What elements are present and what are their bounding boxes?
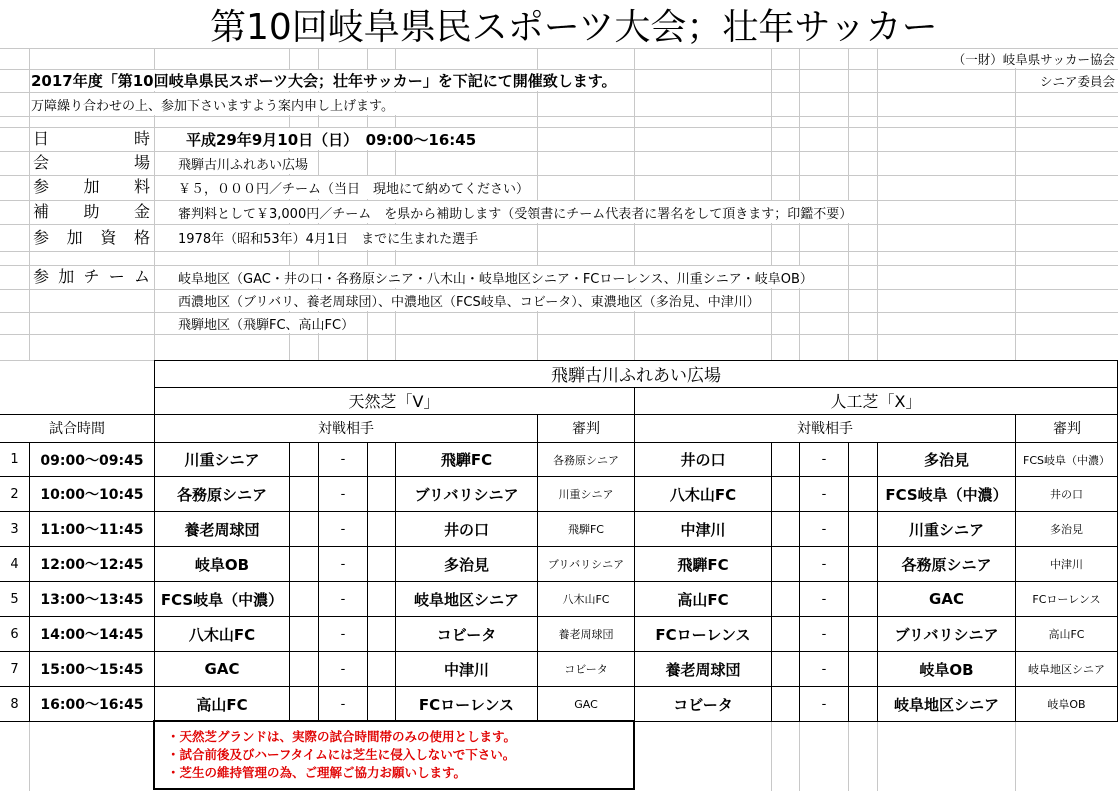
versus-dash: -: [821, 696, 827, 712]
organizer-name: （一財）岐阜県サッカー協会: [953, 49, 1115, 68]
grid-line: [771, 442, 772, 721]
label-fee: 参加料: [33, 177, 150, 196]
label-teams: 参加チーム: [33, 267, 150, 286]
team-home-artificial: 井の口: [680, 451, 726, 469]
team-away-artificial: 岐阜地区シニア: [893, 695, 999, 714]
value-teams-other: 西濃地区（ブリバリ、養老周球団）、中濃地区（FCS岐阜、コビータ）、東濃地区（多治見、中津川）: [178, 290, 766, 311]
field-natural-header: 天然芝「V」: [348, 392, 440, 411]
referee-natural: 八木山FC: [562, 593, 610, 606]
organizer-committee: シニア委員会: [1040, 70, 1115, 91]
match-number: 4: [10, 556, 19, 572]
intro-line-2: 万障繰り合わせの上、参加下さいますよう案内申し上げます。: [31, 93, 398, 115]
team-home-natural: 八木山FC: [188, 625, 256, 644]
match-time: 14:00〜14:45: [40, 627, 144, 643]
team-away-natural: コビータ: [436, 625, 497, 644]
team-home-artificial: 飛騨FC: [677, 555, 729, 574]
opponent-header-left: 対戦相手: [318, 421, 374, 437]
grid-line: [877, 48, 878, 360]
grid-line: [0, 312, 1118, 313]
team-home-artificial: コビータ: [673, 695, 733, 714]
team-home-natural: 岐阜OB: [194, 555, 250, 574]
referee-header-right: 審判: [1053, 421, 1081, 437]
value-eligibility: 1978年（昭和53年）4月1日 までに生まれた選手: [178, 225, 484, 250]
match-number: 6: [10, 626, 19, 642]
team-home-natural: 養老周球団: [184, 520, 260, 539]
versus-dash: -: [340, 696, 346, 712]
versus-dash: -: [821, 626, 827, 642]
note-line: ・試合前後及びハーフタイムには芝生に侵入しないで下さい。: [167, 747, 516, 762]
grid-line: [848, 721, 849, 791]
team-home-natural: 高山FC: [196, 695, 248, 714]
time-header: 試合時間: [49, 421, 105, 437]
versus-dash: -: [340, 521, 346, 537]
grid-line: [29, 48, 30, 360]
team-home-natural: GAC: [204, 660, 240, 678]
intro-line-1: 2017年度「第10回岐阜県民スポーツ大会；壮年サッカー」を下記にて開催致します。: [31, 70, 621, 91]
referee-natural: コビータ: [564, 663, 608, 676]
match-number: 1: [10, 452, 19, 467]
team-away-artificial: 川重シニア: [908, 520, 984, 539]
referee-natural: 飛騨FC: [567, 523, 604, 536]
label-eligibility: 参加資格: [33, 228, 150, 247]
team-away-artificial: 多治見: [923, 451, 969, 469]
value-teams-hida: 飛騨地区（飛騨FC、高山FC）: [178, 313, 360, 333]
match-number: 3: [10, 521, 19, 537]
referee-header-left: 審判: [572, 421, 600, 437]
versus-dash: -: [821, 452, 827, 467]
versus-dash: -: [821, 486, 827, 502]
referee-artificial: 中津川: [1050, 558, 1083, 571]
match-time: 16:00〜16:45: [40, 697, 144, 713]
match-time: 10:00〜10:45: [40, 487, 144, 503]
referee-natural: 各務原シニア: [553, 453, 619, 467]
match-number: 2: [10, 486, 19, 502]
grid-line: [0, 360, 154, 361]
grid-line: [848, 442, 849, 721]
team-away-natural: ブリバリシニア: [414, 485, 519, 504]
versus-dash: -: [340, 626, 346, 642]
value-subsidy: 審判料として￥3,000円／チーム を県から補助します（受領書にチーム代表者に署名をして頂きます；印鑑不要）: [178, 201, 858, 223]
label-venue: 会 場: [33, 153, 150, 172]
team-away-natural: 飛騨FC: [440, 451, 493, 469]
team-away-artificial: 各務原シニア: [901, 555, 992, 574]
team-home-artificial: 高山FC: [677, 590, 729, 609]
grid-line: [0, 251, 1118, 252]
versus-dash: -: [821, 591, 827, 607]
value-venue: 飛騨古川ふれあい広場: [178, 152, 314, 174]
value-fee: ￥５，０００円／チーム（当日 現地にて納めてください）: [178, 176, 535, 199]
versus-dash: -: [821, 521, 827, 537]
team-away-artificial: GAC: [929, 590, 964, 608]
versus-dash: -: [340, 452, 346, 467]
team-away-natural: 多治見: [443, 555, 489, 574]
team-home-natural: FCS岐阜（中濃）: [160, 590, 284, 609]
grid-line: [799, 721, 800, 791]
referee-natural: 川重シニア: [558, 488, 614, 501]
page-title: 第10回岐阜県民スポーツ大会；壮年サッカー: [200, 2, 948, 46]
grid-line: [0, 151, 1118, 152]
grid-line: [0, 334, 1118, 335]
grid-line: [29, 721, 30, 791]
grid-line: [0, 127, 1118, 128]
grid-line: [771, 721, 772, 791]
referee-artificial: 多治見: [1050, 523, 1083, 536]
team-home-artificial: 八木山FC: [669, 485, 737, 504]
grid-line: [0, 175, 1118, 176]
versus-dash: -: [821, 556, 827, 572]
grid-line: [289, 442, 290, 721]
referee-artificial: 岐阜地区シニア: [1028, 663, 1105, 676]
team-away-artificial: 岐阜OB: [919, 660, 974, 679]
team-away-artificial: FCS岐阜（中濃）: [885, 485, 1008, 504]
referee-natural: GAC: [574, 697, 598, 711]
team-home-artificial: 養老周球団: [665, 660, 741, 679]
notes-box: [153, 720, 635, 790]
team-away-natural: 中津川: [443, 660, 489, 679]
match-time: 09:00〜09:45: [40, 452, 144, 469]
referee-natural: ブリバリシニア: [547, 558, 625, 571]
grid-line: [0, 224, 1118, 225]
match-number: 7: [10, 661, 19, 677]
note-line: ・天然芝グランドは、実際の試合時間帯のみの使用とします。: [167, 729, 517, 744]
referee-artificial: 井の口: [1050, 488, 1083, 501]
match-number: 5: [10, 591, 19, 607]
match-time: 13:00〜13:45: [40, 592, 144, 608]
label-subsidy: 補助金: [33, 202, 150, 221]
grid-line: [877, 721, 878, 791]
versus-dash: -: [821, 661, 827, 677]
team-home-artificial: 中津川: [680, 520, 726, 539]
match-time: 15:00〜15:45: [40, 662, 144, 678]
field-artificial-header: 人工芝「X」: [830, 392, 922, 411]
grid-line: [367, 442, 368, 721]
referee-natural: 養老周球団: [558, 628, 614, 641]
versus-dash: -: [340, 486, 346, 502]
label-datetime: 日 時: [33, 129, 150, 148]
value-datetime: 平成29年9月10日（日） 09:00〜16:45: [186, 128, 480, 150]
team-away-natural: 井の口: [443, 520, 489, 539]
note-line: ・芝生の維持管理の為、ご理解ご協力お願いします。: [167, 765, 467, 780]
venue-header: 飛騨古川ふれあい広場: [551, 366, 721, 386]
match-number: 8: [10, 696, 19, 712]
match-time: 12:00〜12:45: [40, 557, 144, 573]
team-away-artificial: ブリバリシニア: [894, 625, 999, 644]
match-time: 11:00〜11:45: [40, 522, 144, 538]
opponent-header-right: 対戦相手: [797, 421, 853, 437]
versus-dash: -: [340, 556, 346, 572]
team-home-artificial: FCローレンス: [655, 625, 751, 644]
team-away-natural: 岐阜地区シニア: [413, 590, 519, 609]
versus-dash: -: [340, 661, 346, 677]
grid-line: [1015, 721, 1016, 791]
versus-dash: -: [340, 591, 346, 607]
grid-line: [0, 116, 1118, 117]
grid-line: [1015, 48, 1016, 360]
referee-artificial: FCS岐阜（中濃）: [1023, 453, 1110, 467]
referee-artificial: FCローレンス: [1032, 593, 1101, 606]
team-away-natural: FCローレンス: [418, 695, 515, 714]
referee-artificial: 岐阜OB: [1047, 698, 1086, 711]
team-home-natural: 各務原シニア: [176, 485, 267, 504]
team-home-natural: 川重シニア: [184, 451, 260, 469]
value-teams-gifu: 岐阜地区（GAC・井の口・各務原シニア・八木山・岐阜地区シニア・FCローレンス、川重シニア・岐阜OB）: [178, 266, 819, 288]
referee-artificial: 高山FC: [1048, 628, 1085, 641]
